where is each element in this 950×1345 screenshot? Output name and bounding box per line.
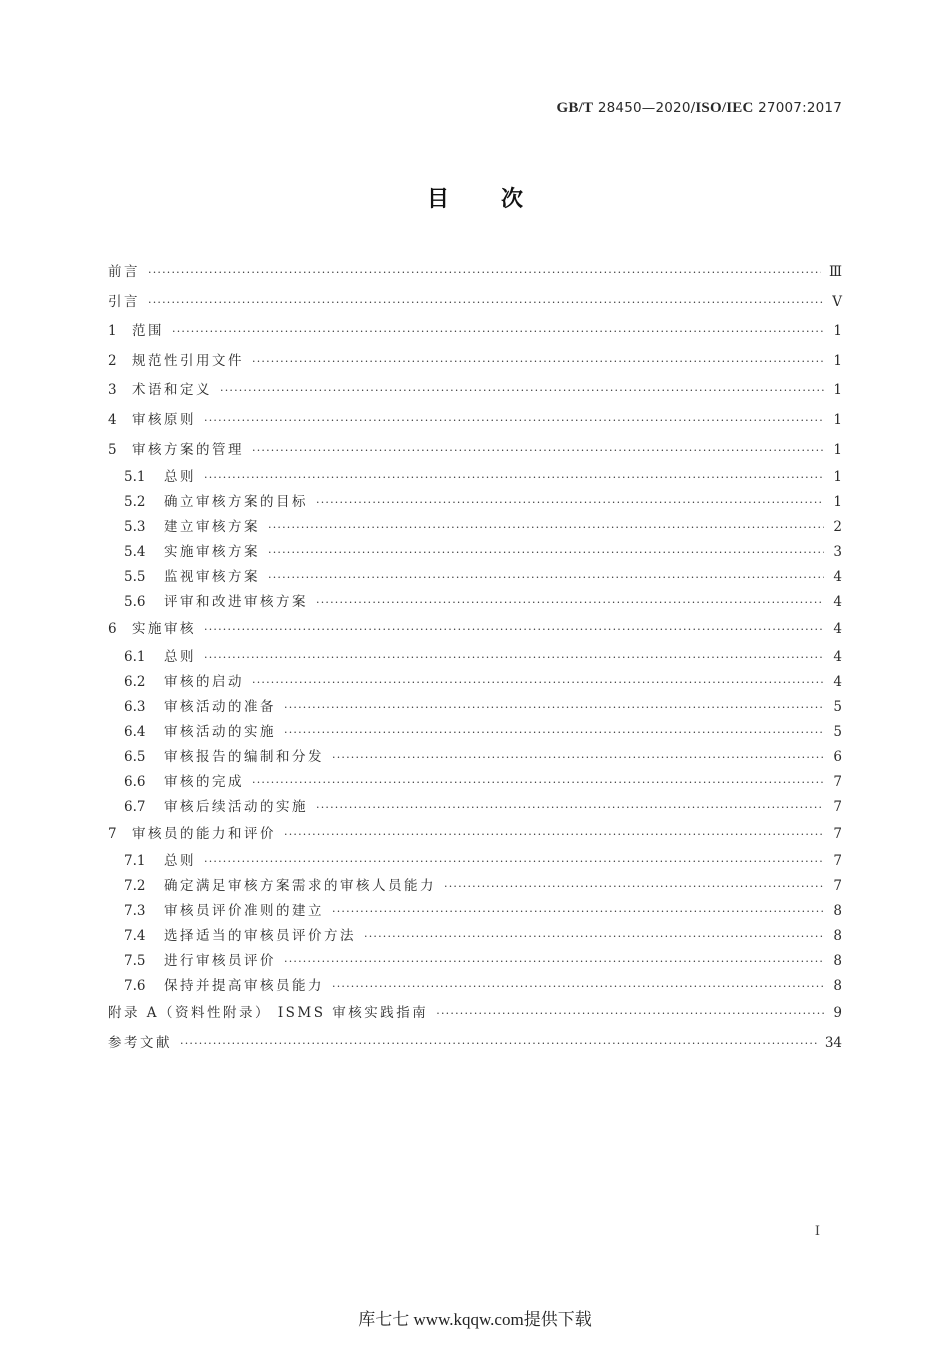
title-char-left: 目 [426, 187, 449, 212]
toc-entry-page: 1 [833, 469, 842, 486]
toc-entry-label: 审核报告的编制和分发 [164, 748, 324, 765]
toc-entry-page: 8 [833, 978, 842, 995]
toc-entry[interactable] [108, 695, 842, 720]
dot-leader [204, 645, 824, 670]
dot-leader [204, 465, 824, 490]
toc-entry[interactable] [108, 924, 842, 949]
toc-entry-page: 5 [833, 723, 842, 740]
dot-leader [268, 515, 824, 540]
toc-entry[interactable] [108, 999, 842, 1029]
dot-leader [316, 590, 824, 615]
toc-entry-label: 审核方案的管理 [132, 441, 244, 458]
toc-entry-page: 9 [833, 1005, 842, 1022]
toc-entry-label: 总则 [164, 648, 196, 665]
toc-entry-number: 7.2 [124, 878, 146, 895]
dot-leader [332, 745, 824, 770]
toc-entry-label: 监视审核方案 [164, 569, 260, 586]
toc-entry-page: 3 [833, 544, 842, 561]
toc-entry-number: 7.1 [124, 853, 146, 870]
toc-entry[interactable] [108, 820, 842, 850]
dot-leader [332, 974, 824, 999]
toc-entry-number: 6.1 [124, 648, 146, 665]
toc-entry-page: 1 [833, 382, 842, 399]
toc-entry-number: 5.3 [124, 519, 146, 536]
toc-entry-page: 7 [833, 825, 842, 842]
toc-entry-number: 6 [108, 621, 117, 638]
toc-entry-page: 7 [833, 853, 842, 870]
dot-leader [316, 795, 824, 820]
toc-entry-page: 4 [833, 673, 842, 690]
toc-entry[interactable] [108, 874, 842, 899]
toc-entry-page: 1 [833, 411, 842, 428]
toc-entry-page: 2 [833, 519, 842, 536]
dot-leader [204, 849, 824, 874]
toc-entry-label: 范围 [132, 323, 164, 340]
toc-entry[interactable] [108, 347, 842, 377]
toc-entry-page: 1 [833, 494, 842, 511]
toc-entry-label: 选择适当的审核员评价方法 [164, 928, 356, 945]
toc-entry[interactable] [108, 540, 842, 565]
toc-entry-page: Ⅴ [832, 293, 842, 310]
toc-entry-label: 引言 [108, 293, 140, 310]
toc-entry-page: 8 [833, 903, 842, 920]
toc-entry-label: 前言 [108, 264, 140, 280]
title-char-right: 次 [501, 187, 524, 212]
toc-entry-number: 5.2 [124, 494, 146, 511]
toc-entry[interactable] [108, 565, 842, 590]
toc-entry[interactable] [108, 770, 842, 795]
toc-entry[interactable] [108, 849, 842, 874]
dot-leader [220, 376, 824, 406]
toc-entry-number: 7 [108, 825, 117, 842]
toc-entry[interactable] [108, 406, 842, 436]
toc-entry-label: 审核的启动 [164, 673, 244, 690]
dot-leader [284, 820, 824, 850]
toc-entry[interactable] [108, 949, 842, 974]
dot-leader [204, 406, 824, 436]
dot-leader [252, 436, 824, 466]
toc-entry-number: 6.2 [124, 673, 146, 690]
toc-entry-label: 审核活动的准备 [164, 698, 276, 715]
toc-entry-page: 8 [833, 953, 842, 970]
dot-leader [268, 565, 824, 590]
iso-prefix: ISO/IEC [695, 100, 754, 116]
toc-entry-page: 4 [833, 621, 842, 638]
toc-entry-label: 审核后续活动的实施 [164, 798, 308, 815]
toc-entry[interactable] [108, 258, 842, 288]
toc-entry-number: 5.4 [124, 544, 146, 561]
toc-entry-page: 4 [833, 569, 842, 586]
dot-leader [284, 695, 824, 720]
toc-entry-label: 审核员的能力和评价 [132, 825, 276, 842]
page-number: Ⅰ [814, 1224, 820, 1239]
toc-entry[interactable] [108, 974, 842, 999]
toc-entry[interactable] [108, 590, 842, 615]
toc-entry-page: 5 [833, 698, 842, 715]
toc-entry-label: 总则 [164, 469, 196, 486]
dot-leader [204, 615, 824, 645]
table-of-contents [108, 258, 842, 1059]
dot-leader [148, 288, 824, 318]
toc-entry-label: 实施审核方案 [164, 544, 260, 561]
dot-leader [444, 874, 824, 899]
toc-entry[interactable] [108, 515, 842, 540]
toc-entry-number: 4 [108, 411, 117, 428]
toc-entry-number: 5 [108, 441, 117, 458]
toc-entry-number: 7.6 [124, 978, 146, 995]
dot-leader [364, 924, 824, 949]
toc-entry-number: 6.4 [124, 723, 146, 740]
toc-entry-page: 7 [833, 878, 842, 895]
dot-leader [148, 258, 821, 288]
toc-entry-label: 规范性引用文件 [132, 352, 244, 369]
toc-entry-number: 5.1 [124, 469, 146, 486]
dot-leader [332, 899, 824, 924]
dot-leader [284, 949, 824, 974]
toc-entry-label: 评审和改进审核方案 [164, 594, 308, 611]
toc-entry-number: 5.5 [124, 569, 146, 586]
toc-entry-label: 审核的完成 [164, 773, 244, 790]
toc-entry-number: 6.3 [124, 698, 146, 715]
toc-entry-page: 4 [833, 648, 842, 665]
toc-entry[interactable] [108, 436, 842, 466]
toc-entry-label: 确立审核方案的目标 [164, 494, 308, 511]
toc-entry-number: 6.6 [124, 773, 146, 790]
toc-entry[interactable] [108, 670, 842, 695]
iso-number: 27007:2017 [758, 100, 842, 116]
toc-entry-label: 进行审核员评价 [164, 953, 276, 970]
toc-entry-label: 附录 A（资料性附录） ISMS 审核实践指南 [108, 1005, 429, 1022]
toc-entry[interactable] [108, 795, 842, 820]
toc-entry-label: 建立审核方案 [164, 519, 260, 536]
toc-entry-number: 6.5 [124, 748, 146, 765]
dot-leader [252, 670, 824, 695]
toc-entry-number: 6.7 [124, 798, 146, 815]
toc-entry-number: 1 [108, 323, 117, 340]
toc-entry-label: 确定满足审核方案需求的审核人员能力 [164, 878, 436, 895]
toc-entry-number: 5.6 [124, 594, 146, 611]
toc-entry[interactable] [108, 288, 842, 318]
toc-entry-page: 6 [833, 748, 842, 765]
toc-entry-label: 审核原则 [132, 411, 196, 428]
toc-entry-page: 8 [833, 928, 842, 945]
toc-entry-number: 7.5 [124, 953, 146, 970]
toc-entry[interactable] [108, 465, 842, 490]
toc-entry-label: 实施审核 [132, 621, 196, 638]
toc-entry-number: 3 [108, 382, 117, 399]
toc-entry[interactable] [108, 615, 842, 645]
toc-entry[interactable] [108, 376, 842, 406]
toc-entry[interactable] [108, 317, 842, 347]
toc-entry-page: 1 [833, 352, 842, 369]
dot-leader [172, 317, 824, 347]
toc-entry-page: 7 [833, 798, 842, 815]
toc-entry-number: 7.4 [124, 928, 146, 945]
toc-entry-number: 2 [108, 352, 117, 369]
dot-leader [316, 490, 824, 515]
page-title [0, 182, 950, 213]
toc-entry[interactable] [108, 745, 842, 770]
standard-prefix: GB/T [556, 100, 594, 116]
dot-leader [284, 720, 824, 745]
toc-entry-page: Ⅲ [828, 264, 842, 280]
standard-number: 28450—2020/ [597, 100, 696, 116]
toc-entry-label: 保持并提高审核员能力 [164, 978, 324, 995]
toc-entry-label: 总则 [164, 853, 196, 870]
toc-entry[interactable] [108, 720, 842, 745]
toc-entry-page: 1 [833, 441, 842, 458]
document-header [557, 100, 842, 117]
dot-leader [180, 1029, 817, 1059]
toc-entry[interactable] [108, 490, 842, 515]
toc-entry[interactable] [108, 1029, 842, 1059]
toc-entry-page: 4 [833, 594, 842, 611]
toc-entry-label: 参考文献 [108, 1034, 172, 1051]
toc-entry-page: 1 [833, 323, 842, 340]
toc-entry-label: 审核员评价准则的建立 [164, 903, 324, 920]
dot-leader [436, 999, 824, 1029]
toc-entry[interactable] [108, 645, 842, 670]
toc-entry-number: 7.3 [124, 903, 146, 920]
dot-leader [252, 770, 824, 795]
toc-entry-page: 34 [824, 1034, 842, 1051]
toc-entry[interactable] [108, 899, 842, 924]
dot-leader [268, 540, 824, 565]
toc-entry-page: 7 [833, 773, 842, 790]
footer-watermark: 库七七 www.kqqw.com提供下载 [358, 1310, 592, 1329]
toc-entry-label: 审核活动的实施 [164, 723, 276, 740]
dot-leader [252, 347, 824, 377]
toc-entry-label: 术语和定义 [132, 382, 212, 399]
